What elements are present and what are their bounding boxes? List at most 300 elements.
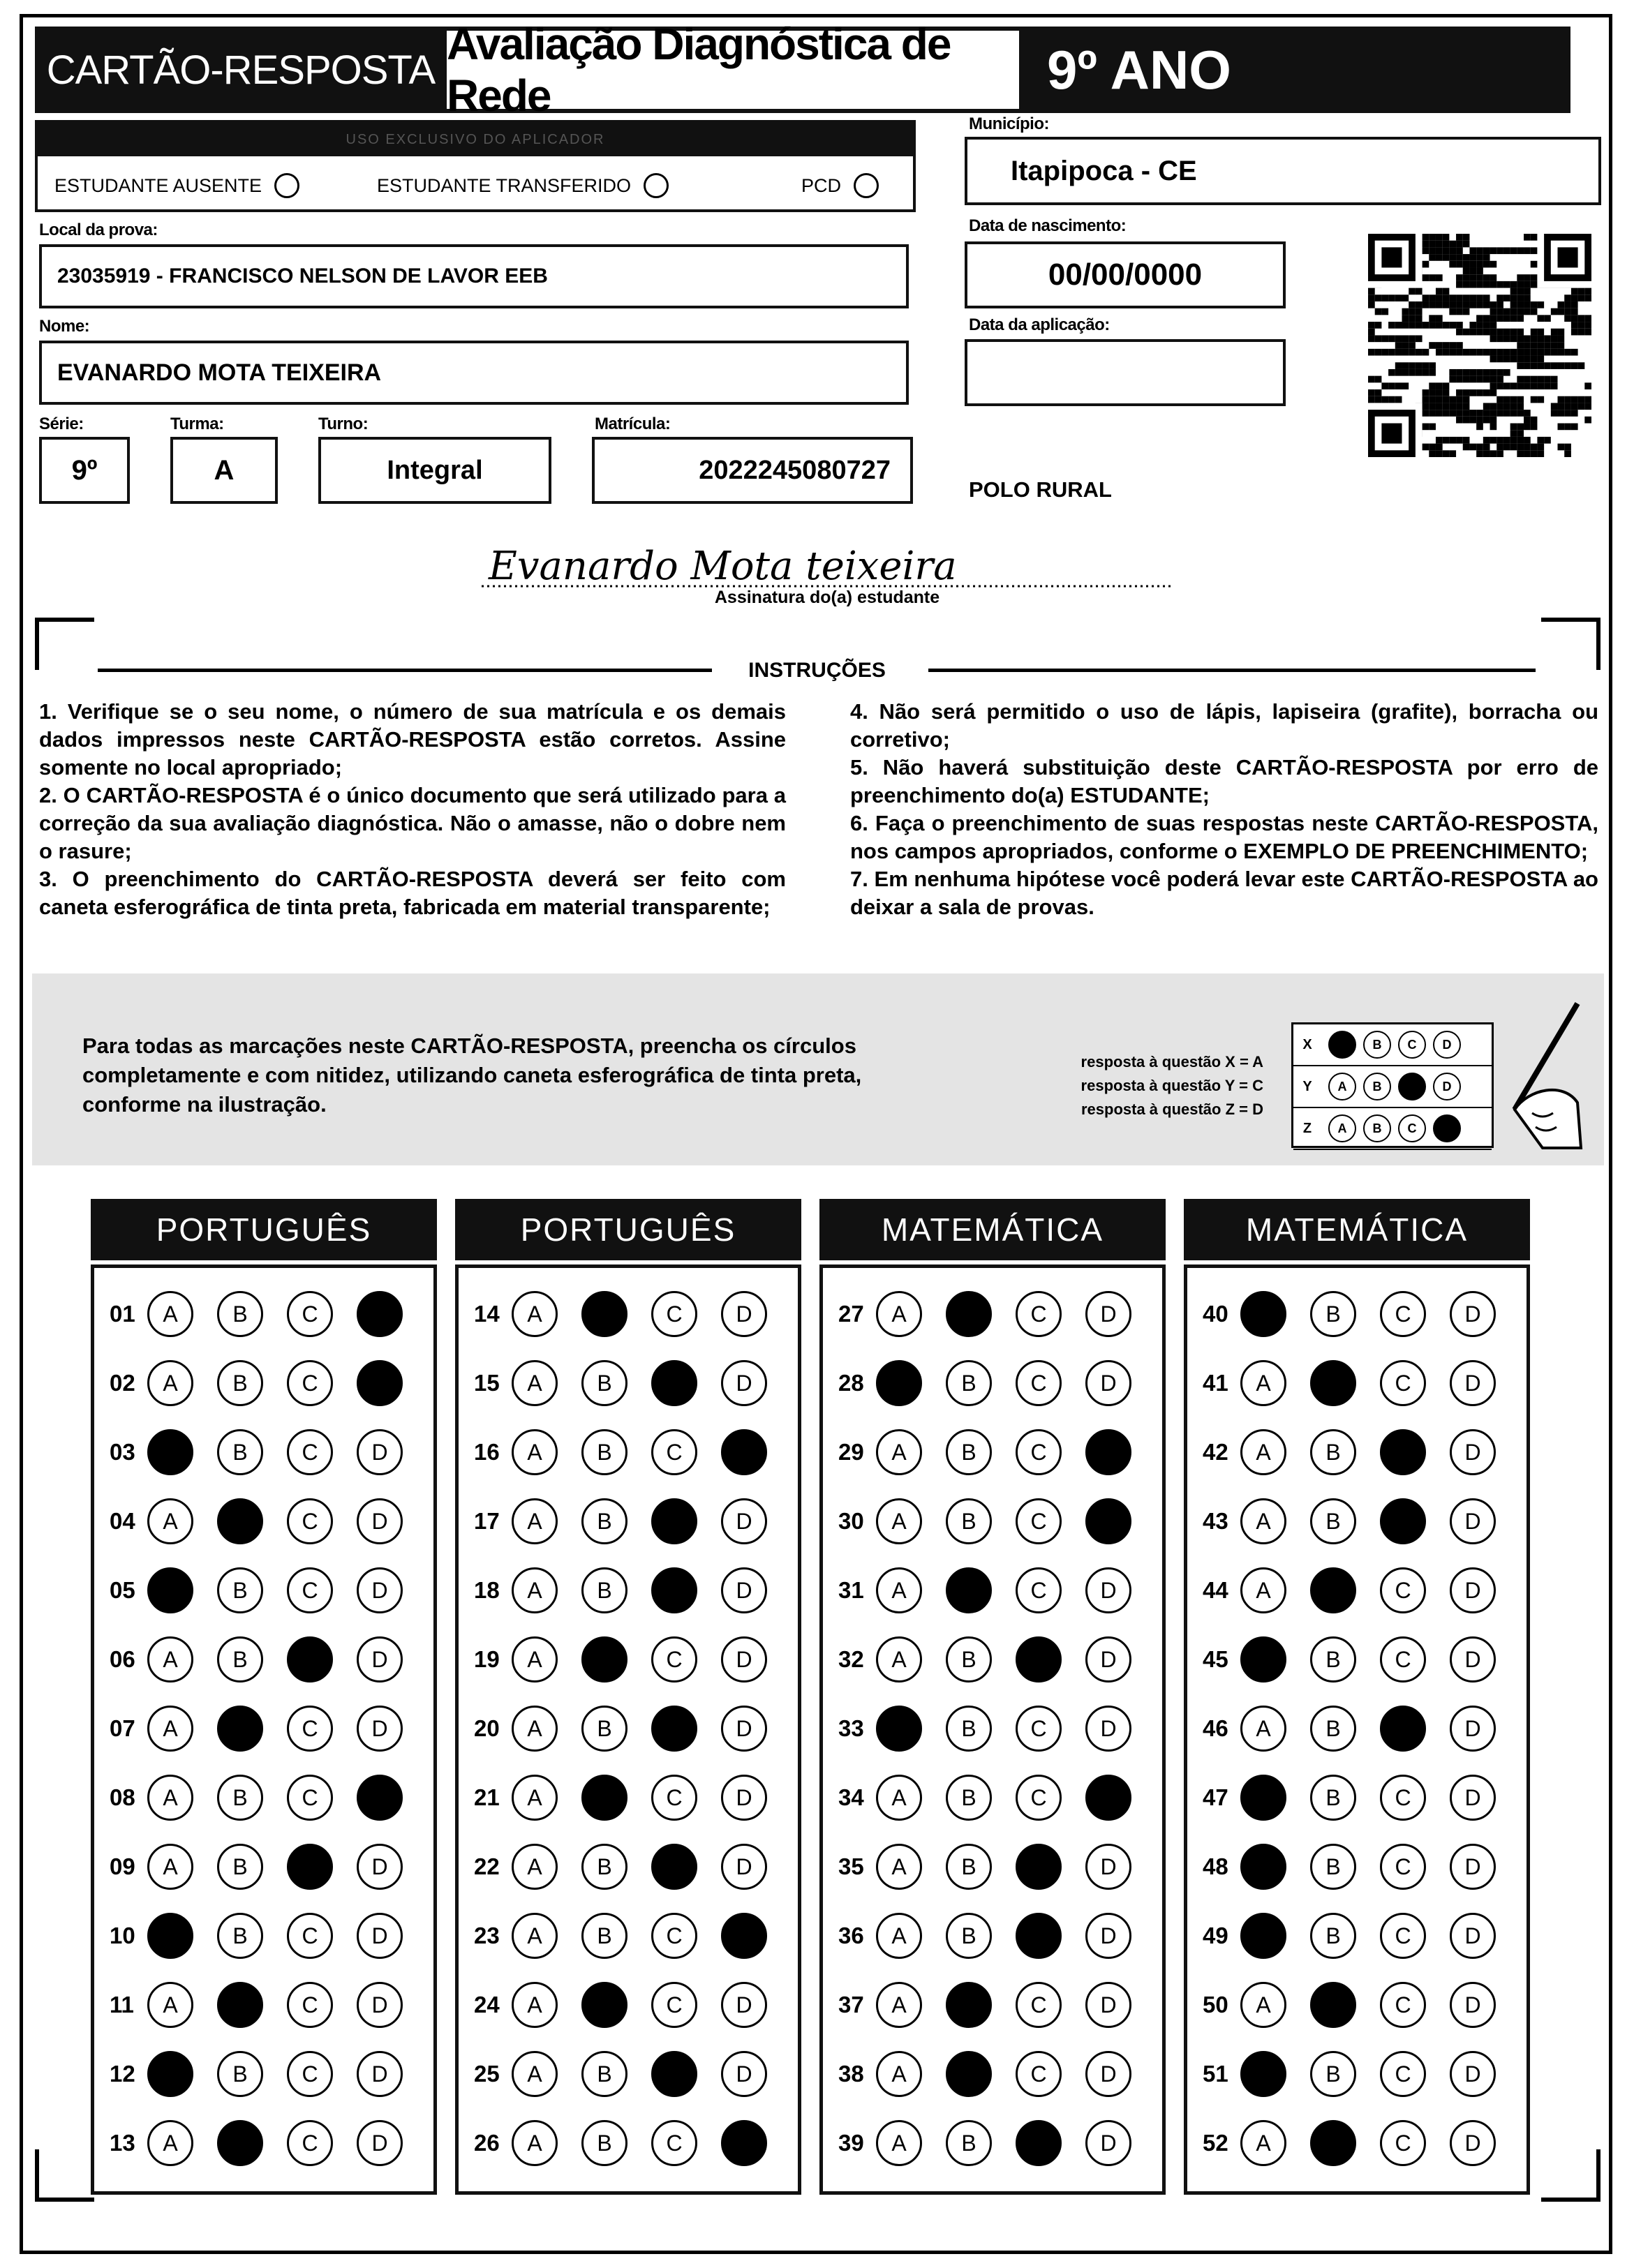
answer-bubble-c[interactable]: C: [651, 1706, 697, 1752]
question-row: [838, 1974, 1131, 2036]
answer-bubble-c[interactable]: C: [1380, 1844, 1426, 1890]
answer-bubble-a[interactable]: A: [876, 1636, 922, 1683]
answer-bubble-c[interactable]: C: [1380, 1498, 1426, 1544]
answer-bubble-a[interactable]: A: [147, 2051, 193, 2097]
answer-bubble-a[interactable]: A: [876, 1567, 922, 1613]
answer-bubble-c[interactable]: C: [287, 1844, 333, 1890]
answer-bubble-b[interactable]: B: [581, 1706, 627, 1752]
answer-bubble-d[interactable]: D: [721, 1982, 767, 2028]
answer-bubble-a[interactable]: A: [147, 1913, 193, 1959]
answer-bubble-b[interactable]: B: [581, 1775, 627, 1821]
answer-bubble-a[interactable]: A: [876, 1498, 922, 1544]
answer-bubble-b[interactable]: B: [1310, 1913, 1356, 1959]
question-row: [838, 1283, 1131, 1345]
answer-bubble-c[interactable]: C: [1016, 1567, 1062, 1613]
answer-bubble-b[interactable]: B: [946, 2120, 992, 2166]
fill-example-legend: [1033, 1050, 1263, 1121]
question-row: [474, 1629, 767, 1690]
answer-bubble-d[interactable]: D: [1450, 1706, 1496, 1752]
answer-bubble-a[interactable]: A: [876, 2051, 922, 2097]
answer-bubble-c[interactable]: C: [1380, 2051, 1426, 2097]
answer-bubble-c[interactable]: C: [1380, 1429, 1426, 1475]
answer-bubble-b[interactable]: B: [1310, 1636, 1356, 1683]
answer-bubble-d[interactable]: D: [357, 1844, 403, 1890]
answer-bubble-d[interactable]: D: [357, 1775, 403, 1821]
answer-bubble-c[interactable]: C: [287, 2051, 333, 2097]
answer-bubble-d[interactable]: D: [721, 1706, 767, 1752]
question-number: 51: [1203, 2061, 1228, 2087]
answer-bubble-a[interactable]: A: [512, 1360, 558, 1406]
question-number: 43: [1203, 1508, 1228, 1534]
question-number: 34: [838, 1784, 864, 1810]
answer-bubble-b[interactable]: B: [946, 1360, 992, 1406]
answer-bubble-d[interactable]: D: [1085, 1291, 1131, 1337]
fill-example-bubble: B: [1363, 1073, 1391, 1101]
answer-bubble-a[interactable]: A: [876, 1291, 922, 1337]
answer-bubble-c[interactable]: C: [1016, 1913, 1062, 1959]
answer-bubble-d[interactable]: D: [1085, 1775, 1131, 1821]
question-number: 28: [838, 1370, 864, 1396]
turma-field: A: [170, 437, 278, 504]
answer-bubble-b[interactable]: B: [946, 1567, 992, 1613]
answer-bubble-a[interactable]: A: [147, 1429, 193, 1475]
municipio-field: Itapipoca - CE: [965, 137, 1601, 205]
fill-example-bubble: A: [1328, 1073, 1356, 1101]
question-number: 46: [1203, 1715, 1228, 1741]
answer-bubble-a[interactable]: A: [512, 1429, 558, 1475]
fill-example-question: Z: [1302, 1120, 1312, 1136]
answer-bubble-c[interactable]: C: [287, 1775, 333, 1821]
answer-bubble-a[interactable]: A: [512, 1844, 558, 1890]
answer-bubble-a[interactable]: A: [147, 2120, 193, 2166]
answer-bubble-c[interactable]: C: [651, 1982, 697, 2028]
fill-example-line-z: resposta à questão Z = D: [1080, 1101, 1263, 1118]
question-number: 38: [838, 2061, 864, 2087]
answer-bubble-d[interactable]: D: [1085, 1636, 1131, 1683]
answer-bubble-c[interactable]: C: [1380, 2120, 1426, 2166]
answer-bubble-a[interactable]: A: [512, 2051, 558, 2097]
answer-bubble-d[interactable]: D: [1450, 1498, 1496, 1544]
question-row: [474, 1352, 767, 1414]
answer-bubble-d[interactable]: D: [721, 1498, 767, 1544]
question-row: [1203, 1698, 1496, 1759]
answer-bubble-d[interactable]: D: [357, 1982, 403, 2028]
answer-bubble-a[interactable]: A: [512, 1498, 558, 1544]
answer-bubble-d[interactable]: D: [357, 2051, 403, 2097]
instruction-7: 7. Em nenhuma hipótese você poderá levar este CARTÃO-RESPOSTA ao deixar a sala de provas.: [850, 867, 1598, 919]
answer-bubble-d[interactable]: D: [721, 2051, 767, 2097]
answer-bubble-c[interactable]: C: [287, 1706, 333, 1752]
transferred-radio[interactable]: [644, 173, 669, 198]
answer-bubble-c[interactable]: C: [651, 1429, 697, 1475]
answer-bubble-b[interactable]: B: [1310, 1567, 1356, 1613]
answer-bubble-a[interactable]: A: [512, 1291, 558, 1337]
answer-bubble-b[interactable]: B: [1310, 1706, 1356, 1752]
fill-example-bubble: A: [1328, 1114, 1356, 1142]
question-row: [474, 1974, 767, 2036]
question-number: 44: [1203, 1577, 1228, 1603]
answer-bubble-b[interactable]: B: [1310, 2120, 1356, 2166]
answer-bubble-a[interactable]: A: [147, 1636, 193, 1683]
answer-bubble-b[interactable]: B: [217, 1775, 263, 1821]
answer-bubble-d[interactable]: D: [1450, 1291, 1496, 1337]
question-row: [838, 1698, 1131, 1759]
application-date-field[interactable]: [965, 339, 1286, 406]
answer-bubble-c[interactable]: C: [1016, 1982, 1062, 2028]
answer-bubble-c[interactable]: C: [651, 1498, 697, 1544]
answer-bubble-b[interactable]: B: [1310, 1498, 1356, 1544]
answer-bubble-b[interactable]: B: [581, 2120, 627, 2166]
answer-bubble-a[interactable]: A: [147, 1844, 193, 1890]
application-date-label: Data da aplicação:: [969, 315, 1110, 334]
question-row: [1203, 1422, 1496, 1483]
answer-bubble-c[interactable]: C: [651, 2120, 697, 2166]
answer-bubble-c[interactable]: C: [1016, 1775, 1062, 1821]
answer-bubble-a[interactable]: A: [1240, 2051, 1286, 2097]
answer-bubble-c[interactable]: C: [651, 1775, 697, 1821]
question-number: 01: [110, 1301, 135, 1327]
answer-bubble-b[interactable]: B: [581, 1498, 627, 1544]
question-row: [474, 1422, 767, 1483]
question-number: 17: [474, 1508, 500, 1534]
question-number: 41: [1203, 1370, 1228, 1396]
birthdate-label: Data de nascimento:: [969, 216, 1127, 235]
answer-bubble-d[interactable]: D: [357, 1567, 403, 1613]
answer-bubble-b[interactable]: B: [217, 1913, 263, 1959]
answer-bubble-d[interactable]: D: [357, 1498, 403, 1544]
answer-bubble-b[interactable]: B: [217, 1429, 263, 1475]
answer-bubble-d[interactable]: D: [1085, 2120, 1131, 2166]
answer-bubble-d[interactable]: D: [1450, 1775, 1496, 1821]
answer-bubble-a[interactable]: A: [876, 1844, 922, 1890]
answer-bubble-b[interactable]: B: [217, 1982, 263, 2028]
answer-bubble-a[interactable]: A: [876, 1775, 922, 1821]
answer-bubble-a[interactable]: A: [876, 1360, 922, 1406]
answer-bubble-d[interactable]: D: [1085, 1913, 1131, 1959]
answer-bubble-b[interactable]: B: [581, 2051, 627, 2097]
question-row: [1203, 1629, 1496, 1690]
answer-bubble-b[interactable]: B: [581, 1636, 627, 1683]
local-label: Local da prova:: [39, 221, 158, 239]
answer-bubble-c[interactable]: C: [1016, 1706, 1062, 1752]
answer-bubble-d[interactable]: D: [1085, 1429, 1131, 1475]
answer-bubble-c[interactable]: C: [1380, 1706, 1426, 1752]
name-label: Nome:: [39, 317, 90, 336]
instruction-4: 4. Não será permitido o uso de lápis, lapiseira (grafite), borracha ou corretivo;: [850, 699, 1598, 752]
question-number: 11: [110, 1992, 134, 2017]
answer-bubble-b[interactable]: B: [946, 2051, 992, 2097]
answer-bubble-b[interactable]: B: [581, 1913, 627, 1959]
question-number: 31: [838, 1577, 864, 1603]
answer-bubble-c[interactable]: C: [287, 1982, 333, 2028]
question-row: [110, 1352, 403, 1414]
answer-bubble-c[interactable]: C: [1016, 2051, 1062, 2097]
answer-bubble-b[interactable]: B: [217, 1844, 263, 1890]
answer-bubble-d[interactable]: D: [721, 1291, 767, 1337]
answer-bubble-b[interactable]: B: [217, 1291, 263, 1337]
question-row: [838, 1422, 1131, 1483]
answer-bubble-d[interactable]: D: [1085, 1498, 1131, 1544]
question-number: 13: [110, 2130, 135, 2156]
question-row: [838, 1767, 1131, 1828]
answer-bubble-d[interactable]: D: [721, 1567, 767, 1613]
answer-bubble-c[interactable]: C: [287, 1360, 333, 1406]
answer-bubble-d[interactable]: D: [357, 1360, 403, 1406]
answer-bubble-c[interactable]: C: [287, 1429, 333, 1475]
answer-bubble-d[interactable]: D: [1085, 1706, 1131, 1752]
answer-bubble-a[interactable]: A: [147, 1498, 193, 1544]
answer-bubble-c[interactable]: C: [1380, 1636, 1426, 1683]
answer-bubble-b[interactable]: B: [946, 1706, 992, 1752]
answer-bubble-a[interactable]: A: [876, 1429, 922, 1475]
answer-bubble-a[interactable]: A: [1240, 1567, 1286, 1613]
answer-bubble-a[interactable]: A: [147, 1360, 193, 1406]
answer-bubble-a[interactable]: A: [1240, 2120, 1286, 2166]
answer-bubble-c[interactable]: C: [1016, 1498, 1062, 1544]
answer-bubble-d[interactable]: D: [357, 1913, 403, 1959]
answer-bubble-c[interactable]: C: [287, 1567, 333, 1613]
answer-bubble-d[interactable]: D: [1085, 1567, 1131, 1613]
fill-example-grid: [1291, 1022, 1494, 1148]
answer-bubble-d[interactable]: D: [357, 1706, 403, 1752]
answer-bubble-a[interactable]: A: [1240, 1291, 1286, 1337]
absent-option[interactable]: [54, 173, 299, 198]
answer-bubble-a[interactable]: A: [1240, 1706, 1286, 1752]
answer-bubble-b[interactable]: B: [217, 1636, 263, 1683]
card-title: CARTÃO-RESPOSTA: [35, 27, 447, 113]
answer-bubble-b[interactable]: B: [1310, 2051, 1356, 2097]
answer-bubble-a[interactable]: A: [512, 1567, 558, 1613]
answer-bubble-b[interactable]: B: [946, 1913, 992, 1959]
fill-example-question: X: [1302, 1036, 1312, 1052]
question-number: 52: [1203, 2130, 1228, 2156]
answer-section-1: [91, 1264, 437, 2195]
answer-bubble-c[interactable]: C: [287, 1636, 333, 1683]
answer-bubble-d[interactable]: D: [721, 2120, 767, 2166]
answer-bubble-a[interactable]: A: [1240, 1913, 1286, 1959]
answer-bubble-a[interactable]: A: [1240, 1844, 1286, 1890]
answer-bubble-a[interactable]: A: [147, 1982, 193, 2028]
answer-bubble-d[interactable]: D: [357, 1429, 403, 1475]
answer-bubble-b[interactable]: B: [946, 1844, 992, 1890]
answer-bubble-a[interactable]: A: [1240, 1429, 1286, 1475]
answer-bubble-c[interactable]: C: [651, 1567, 697, 1613]
answer-section-3: [819, 1264, 1166, 2195]
answer-bubble-d[interactable]: D: [721, 1429, 767, 1475]
answer-bubble-a[interactable]: A: [512, 1913, 558, 1959]
answer-bubble-b[interactable]: B: [217, 1706, 263, 1752]
question-number: 23: [474, 1923, 500, 1948]
answer-bubble-b[interactable]: B: [946, 1498, 992, 1544]
transferred-option[interactable]: [377, 173, 669, 198]
fill-example-bubble: C: [1398, 1114, 1426, 1142]
question-row: [110, 1491, 403, 1552]
question-number: 35: [838, 1853, 864, 1879]
answer-bubble-b[interactable]: B: [581, 1567, 627, 1613]
answer-bubble-c[interactable]: C: [287, 1291, 333, 1337]
municipio-label: Município:: [969, 114, 1049, 133]
question-number: 30: [838, 1508, 864, 1534]
pcd-label: PCD: [801, 174, 842, 196]
question-row: [1203, 1974, 1496, 2036]
answer-bubble-d[interactable]: D: [721, 1913, 767, 1959]
answer-bubble-a[interactable]: A: [1240, 1636, 1286, 1683]
answer-bubble-d[interactable]: D: [721, 1775, 767, 1821]
answer-bubble-a[interactable]: A: [512, 1982, 558, 2028]
answer-bubble-b[interactable]: B: [1310, 1844, 1356, 1890]
absent-radio[interactable]: [274, 173, 299, 198]
answer-bubble-d[interactable]: D: [1450, 1982, 1496, 2028]
answer-bubble-b[interactable]: B: [1310, 1291, 1356, 1337]
answer-bubble-a[interactable]: A: [1240, 1498, 1286, 1544]
answer-bubble-b[interactable]: B: [217, 1567, 263, 1613]
serie-label: Série:: [39, 415, 84, 433]
transferred-label: ESTUDANTE TRANSFERIDO: [377, 174, 632, 196]
answer-bubble-b[interactable]: B: [581, 1429, 627, 1475]
answer-bubble-c[interactable]: C: [1016, 1636, 1062, 1683]
answer-bubble-c[interactable]: C: [1380, 1913, 1426, 1959]
question-number: 26: [474, 2130, 500, 2156]
answer-bubble-d[interactable]: D: [1450, 1636, 1496, 1683]
answer-bubble-d[interactable]: D: [1085, 1844, 1131, 1890]
question-row: [838, 1629, 1131, 1690]
answer-bubble-c[interactable]: C: [287, 1498, 333, 1544]
answer-bubble-b[interactable]: B: [1310, 1775, 1356, 1821]
answer-bubble-c[interactable]: C: [1016, 1360, 1062, 1406]
answer-bubble-a[interactable]: A: [147, 1775, 193, 1821]
answer-bubble-c[interactable]: C: [1380, 1775, 1426, 1821]
answer-bubble-d[interactable]: D: [357, 2120, 403, 2166]
answer-bubble-d[interactable]: D: [721, 1360, 767, 1406]
answer-bubble-c[interactable]: C: [1016, 2120, 1062, 2166]
answer-bubble-d[interactable]: D: [1085, 1982, 1131, 2028]
answer-bubble-b[interactable]: B: [946, 1982, 992, 2028]
answer-bubble-b[interactable]: B: [581, 1291, 627, 1337]
answer-bubble-d[interactable]: D: [1450, 2051, 1496, 2097]
answer-bubble-c[interactable]: C: [651, 2051, 697, 2097]
answer-bubble-d[interactable]: D: [357, 1636, 403, 1683]
fill-example-bubble: A: [1328, 1031, 1356, 1059]
answer-bubble-c[interactable]: C: [651, 1636, 697, 1683]
answer-bubble-a[interactable]: A: [147, 1567, 193, 1613]
pcd-radio[interactable]: [854, 173, 879, 198]
question-number: 27: [838, 1301, 864, 1327]
answer-bubble-b[interactable]: B: [946, 1775, 992, 1821]
answer-bubble-a[interactable]: A: [876, 1913, 922, 1959]
answer-bubble-a[interactable]: A: [1240, 1982, 1286, 2028]
question-number: 33: [838, 1715, 864, 1741]
answer-bubble-b[interactable]: B: [1310, 1360, 1356, 1406]
question-number: 42: [1203, 1439, 1228, 1465]
answer-bubble-c[interactable]: C: [1016, 1429, 1062, 1475]
answer-bubble-c[interactable]: C: [651, 1844, 697, 1890]
answer-bubble-b[interactable]: B: [217, 2051, 263, 2097]
question-row: [1203, 1560, 1496, 1621]
answer-bubble-d[interactable]: D: [1450, 1913, 1496, 1959]
signature: [482, 544, 1173, 593]
answer-bubble-c[interactable]: C: [1380, 1360, 1426, 1406]
answer-bubble-a[interactable]: A: [1240, 1775, 1286, 1821]
answer-bubble-c[interactable]: C: [651, 1291, 697, 1337]
answer-bubble-a[interactable]: A: [512, 1775, 558, 1821]
question-row: [110, 1560, 403, 1621]
answer-bubble-d[interactable]: D: [1450, 2120, 1496, 2166]
answer-bubble-b[interactable]: B: [217, 1498, 263, 1544]
answer-bubble-d[interactable]: D: [1450, 1429, 1496, 1475]
answer-bubble-b[interactable]: B: [581, 1360, 627, 1406]
answer-bubble-d[interactable]: D: [1450, 1844, 1496, 1890]
question-row: [1203, 1491, 1496, 1552]
question-row: [110, 1905, 403, 1967]
answer-bubble-a[interactable]: A: [1240, 1360, 1286, 1406]
answer-bubble-d[interactable]: D: [1450, 1567, 1496, 1613]
answer-bubble-b[interactable]: B: [946, 1429, 992, 1475]
answer-bubble-c[interactable]: C: [287, 2120, 333, 2166]
answer-bubble-b[interactable]: B: [946, 1636, 992, 1683]
question-number: 22: [474, 1853, 500, 1879]
answer-bubble-d[interactable]: D: [1085, 1360, 1131, 1406]
question-number: 14: [474, 1301, 500, 1327]
answer-bubble-c[interactable]: C: [651, 1913, 697, 1959]
answer-bubble-b[interactable]: B: [581, 1982, 627, 2028]
answer-bubble-b[interactable]: B: [217, 2120, 263, 2166]
answer-bubble-a[interactable]: A: [512, 2120, 558, 2166]
answer-bubble-a[interactable]: A: [876, 1706, 922, 1752]
answer-bubble-c[interactable]: C: [287, 1913, 333, 1959]
answer-bubble-c[interactable]: C: [1380, 1291, 1426, 1337]
answer-bubble-c[interactable]: C: [1016, 1291, 1062, 1337]
answer-bubble-d[interactable]: D: [1085, 2051, 1131, 2097]
question-row: [474, 1698, 767, 1759]
answer-bubble-a[interactable]: A: [512, 1706, 558, 1752]
question-number: 20: [474, 1715, 500, 1741]
answer-bubble-c[interactable]: C: [1380, 1567, 1426, 1613]
instructions-title: INSTRUÇÕES: [748, 659, 886, 682]
answer-bubble-d[interactable]: D: [721, 1844, 767, 1890]
answer-bubble-c[interactable]: C: [1380, 1982, 1426, 2028]
question-row: [110, 1283, 403, 1345]
answer-bubble-c[interactable]: C: [1016, 1844, 1062, 1890]
answer-section-4: [1184, 1264, 1530, 2195]
answer-bubble-b[interactable]: B: [1310, 1982, 1356, 2028]
answer-bubble-c[interactable]: C: [651, 1360, 697, 1406]
section-header-1: PORTUGUÊS: [91, 1199, 437, 1260]
answer-bubble-b[interactable]: B: [946, 1291, 992, 1337]
answer-bubble-b[interactable]: B: [1310, 1429, 1356, 1475]
question-row: [474, 1905, 767, 1967]
answer-bubble-a[interactable]: A: [876, 1982, 922, 2028]
question-row: [110, 1698, 403, 1759]
answer-bubble-a[interactable]: A: [876, 2120, 922, 2166]
pen-hand-icon: [1501, 998, 1584, 1151]
answer-bubble-d[interactable]: D: [721, 1636, 767, 1683]
polo-label: POLO RURAL: [969, 477, 1112, 502]
answer-bubble-a[interactable]: A: [147, 1706, 193, 1752]
question-number: 49: [1203, 1923, 1228, 1948]
pcd-option[interactable]: [801, 173, 879, 198]
question-row: [838, 2112, 1131, 2174]
answer-bubble-d[interactable]: D: [357, 1291, 403, 1337]
answer-bubble-b[interactable]: B: [581, 1844, 627, 1890]
answer-bubble-d[interactable]: D: [1450, 1360, 1496, 1406]
section-header-2: PORTUGUÊS: [455, 1199, 801, 1260]
fill-example-bubble: C: [1398, 1073, 1426, 1101]
question-number: 24: [474, 1992, 500, 2017]
answer-bubble-b[interactable]: B: [217, 1360, 263, 1406]
answer-bubble-a[interactable]: A: [512, 1636, 558, 1683]
answer-bubble-a[interactable]: A: [147, 1291, 193, 1337]
question-number: 19: [474, 1646, 500, 1672]
